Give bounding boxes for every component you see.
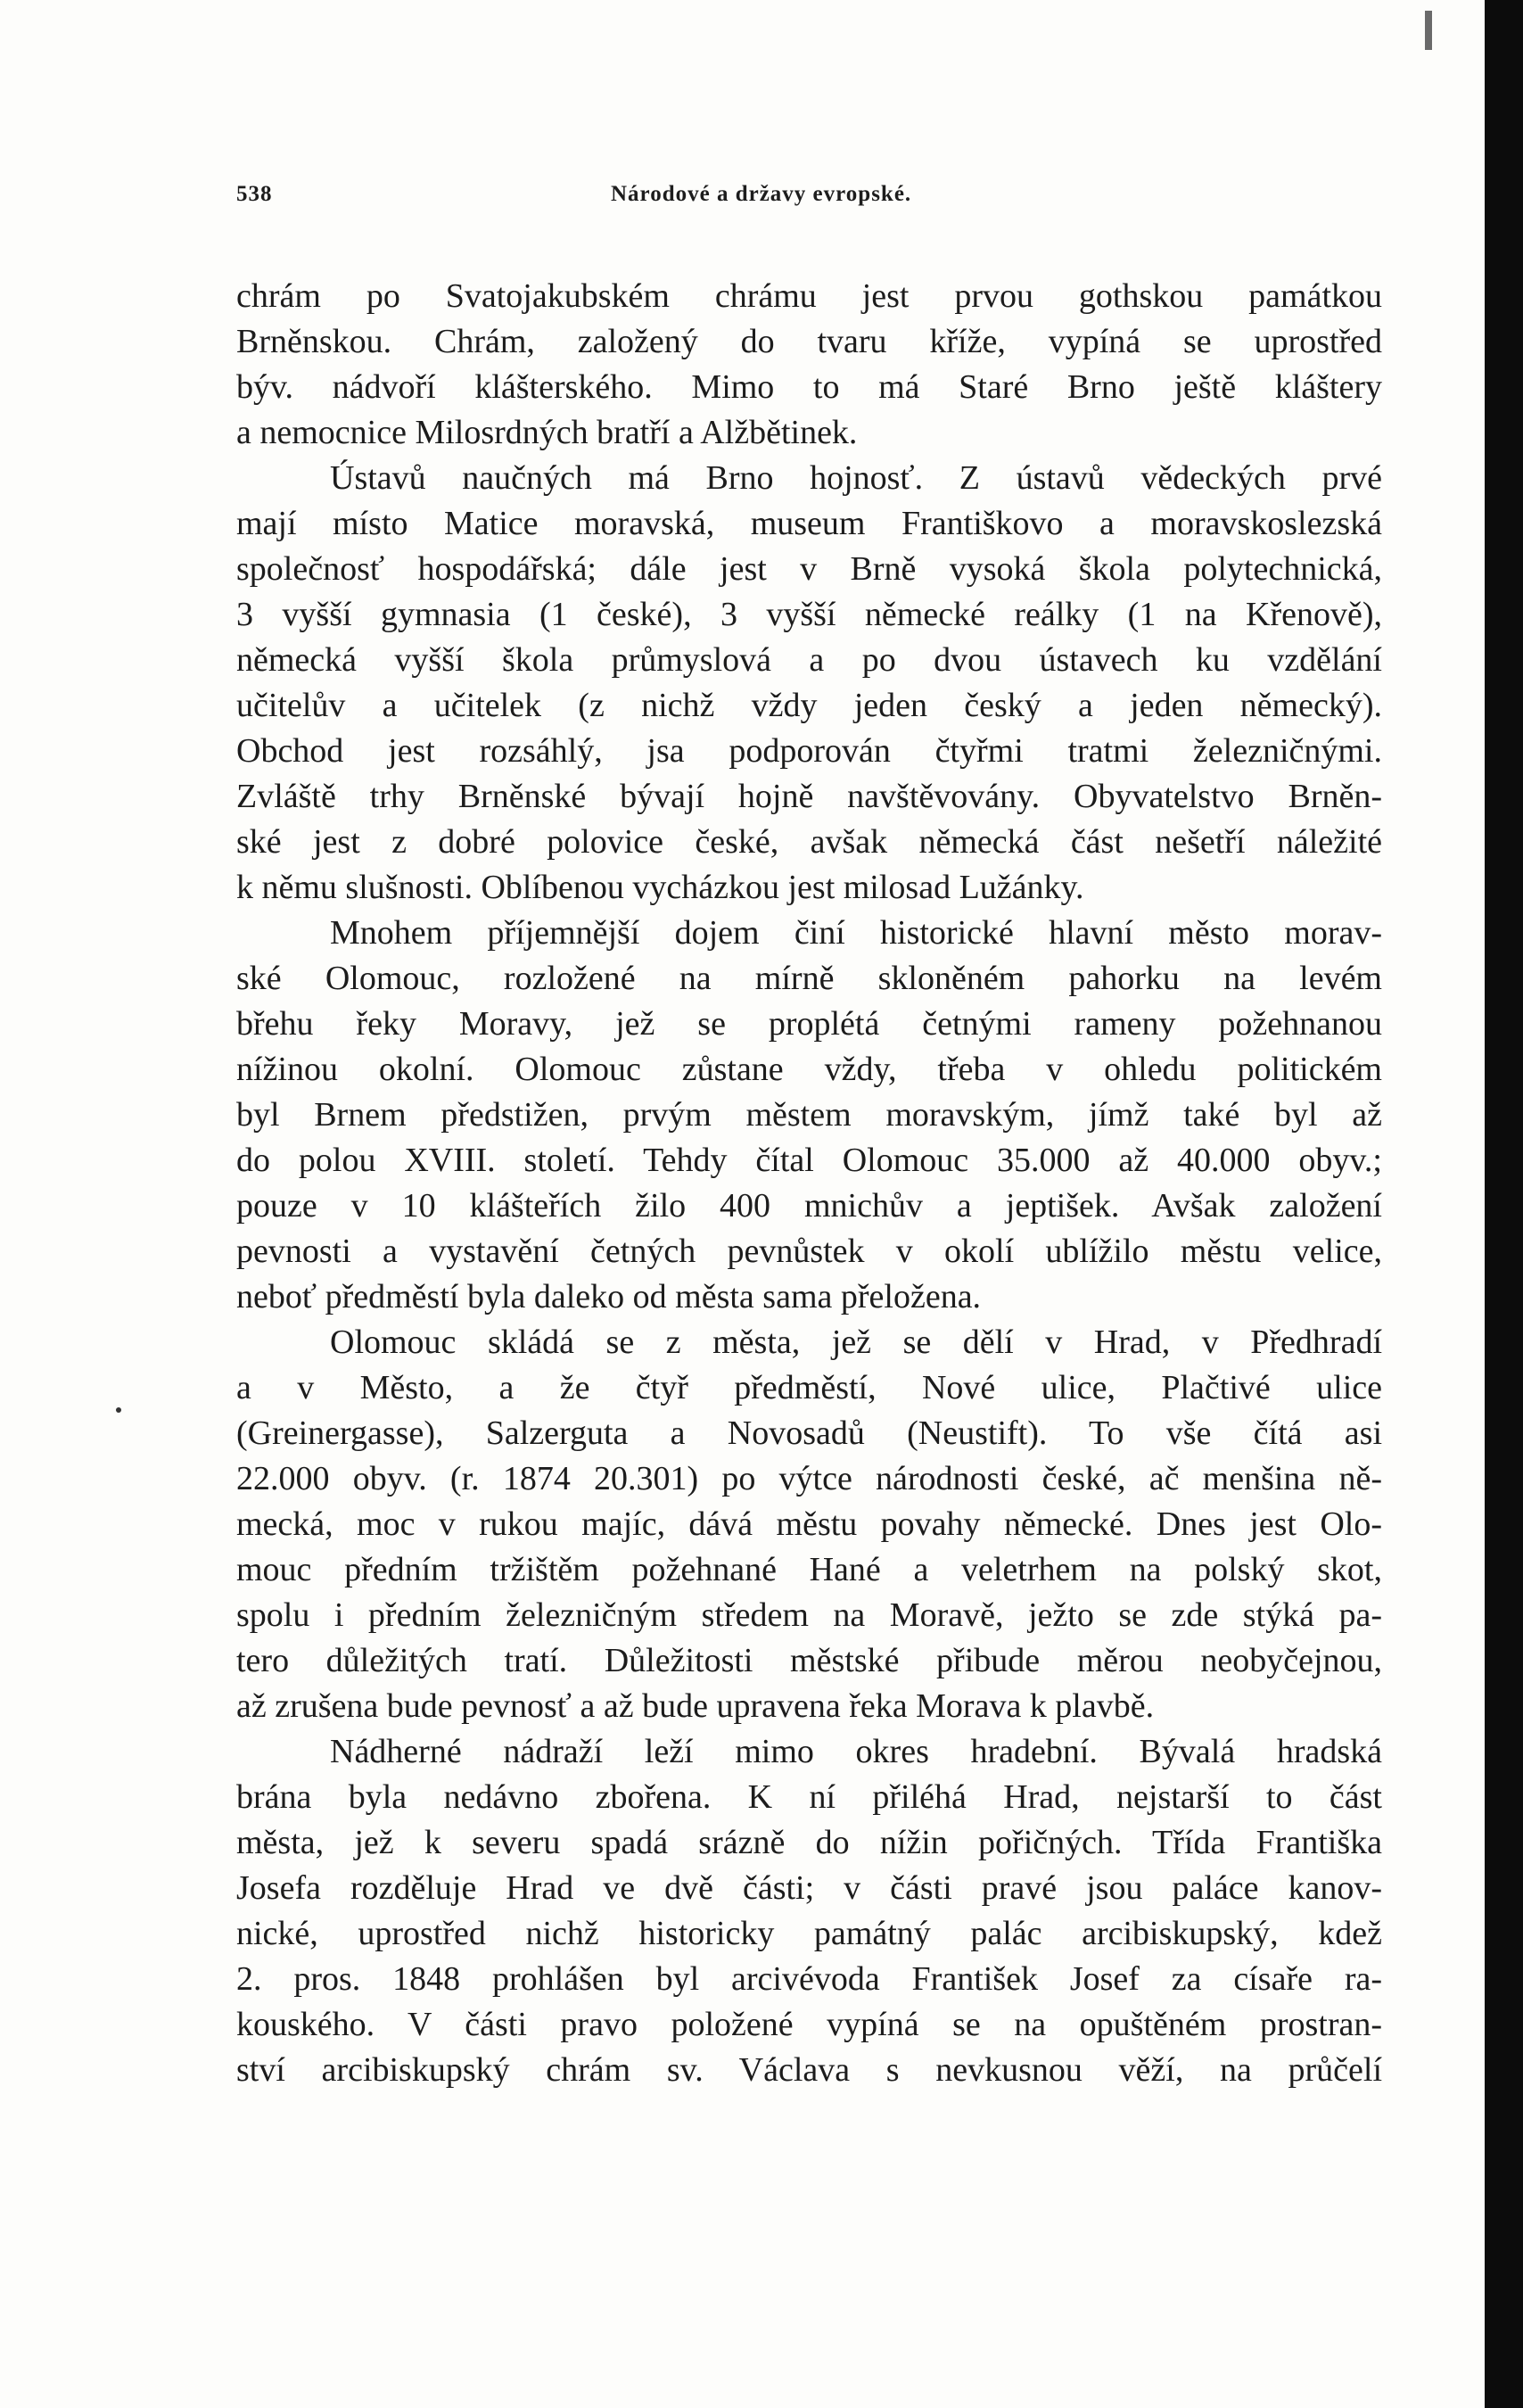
text-line: (Greinergasse), Salzerguta a Novosadů (Neustift). To vše čítá asi [236, 1414, 1382, 1452]
text-line: Olomouc skládá se z města, jež se dělí v Hrad, v Předhradí [330, 1324, 1382, 1361]
text-line: brána byla nedávno zbořena. K ní přiléhá Hrad, nejstarší to část [236, 1778, 1382, 1816]
text-line: 22.000 obyv. (r. 1874 20.301) po výtce národnosti české, ač menšina ně- [236, 1460, 1382, 1497]
text-line: Ústavů naučných má Brno hojnosť. Z ústavů vědeckých prvé [330, 459, 1382, 497]
paragraph-3 [236, 911, 1382, 1320]
text-line: chrám po Svatojakubském chrámu jest prvou gothskou památkou [236, 277, 1382, 315]
text-line: Nádherné nádraží leží mimo okres hradební. Bývalá hradská [330, 1733, 1382, 1770]
text-line: Zvláště trhy Brněnské bývají hojně navštěvovány. Obyvatelstvo Brněn- [236, 778, 1382, 815]
text-line: tero důležitých tratí. Důležitosti městské přibude měrou neobyčejnou, [236, 1642, 1382, 1679]
running-head: Národové a državy evropské. [611, 182, 912, 206]
text-line: a nemocnice Milosrdných bratří a Alžbětinek. [236, 414, 858, 451]
text-line: ské Olomouc, rozložené na mírně skloněném pahorku na levém [236, 960, 1382, 997]
text-line: pouze v 10 klášteřích žilo 400 mnichův a jeptišek. Avšak založení [236, 1187, 1382, 1225]
text-line: Mnohem příjemnější dojem činí historické hlavní město morav- [330, 914, 1382, 952]
text-line: a v Město, a že čtyř předměstí, Nové ulice, Plačtivé ulice [236, 1369, 1382, 1406]
text-line: pevnosti a vystavění četných pevnůstek v okolí ublížilo městu velice, [236, 1233, 1382, 1270]
margin-speck [116, 1407, 121, 1413]
text-line: spolu i předním železničným středem na Moravě, ježto se zde stýká pa- [236, 1596, 1382, 1634]
text-line: mají místo Matice moravská, museum Františkovo a moravskoslezská [236, 505, 1382, 542]
text-line: nížinou okolní. Olomouc zůstane vždy, třeba v ohledu politickém [236, 1051, 1382, 1088]
text-line: 2. pros. 1848 prohlášen byl arcivévoda František Josef za císaře ra- [236, 1960, 1382, 1998]
paragraph-2 [236, 456, 1382, 911]
text-line: Obchod jest rozsáhlý, jsa podporován čtyřmi tratmi železničnými. [236, 732, 1382, 770]
text-line: německá vyšší škola průmyslová a po dvou ústavech ku vzdělání [236, 641, 1382, 679]
text-line: Brněnskou. Chrám, založený do tvaru kříže, vypíná se uprostřed [236, 323, 1382, 360]
text-line: byl Brnem předstižen, prvým městem moravským, jímž také byl až [236, 1096, 1382, 1134]
paragraph-4 [236, 1320, 1382, 1729]
text-line: kouského. V části pravo položené vypíná se na opuštěném prostran- [236, 2006, 1382, 2043]
text-line: ství arcibiskupský chrám sv. Václava s nevkusnou věží, na průčelí [236, 2051, 1382, 2089]
text-line: do polou XVIII. století. Tehdy čítal Olomouc 35.000 až 40.000 obyv.; [236, 1142, 1382, 1179]
text-line: mouc předním tržištěm požehnané Hané a veletrhem na polský skot, [236, 1551, 1382, 1588]
text-line: neboť předměstí byla daleko od města sama přeložena. [236, 1278, 982, 1315]
text-line: města, jež k severu spadá srázně do nížin pořičných. Třída Františka [236, 1824, 1382, 1861]
text-line: ské jest z dobré polovice české, avšak německá část nešetří náležité [236, 823, 1382, 861]
text-line: k němu slušnosti. Oblíbenou vycházkou jest milosad Lužánky. [236, 869, 1084, 906]
text-line: 3 vyšší gymnasia (1 české), 3 vyšší německé reálky (1 na Křenově), [236, 596, 1382, 633]
text-line: břehu řeky Moravy, jež se proplétá četnými rameny požehnanou [236, 1005, 1382, 1043]
page-number: 538 [236, 182, 273, 206]
paragraph-5 [236, 1729, 1382, 2093]
text-line: učitelův a učitelek (z nichž vždy jeden český a jeden německý). [236, 687, 1382, 724]
body-text [236, 274, 1382, 2093]
text-line: nické, uprostřed nichž historicky památný palác arcibiskupský, kdež [236, 1915, 1382, 1952]
text-line: mecká, moc v rukou majíc, dává městu povahy německé. Dnes jest Olo- [236, 1505, 1382, 1543]
page-edge-mark [1425, 11, 1432, 50]
text-line: až zrušena bude pevnosť a až bude upravena řeka Morava k plavbě. [236, 1687, 1155, 1725]
scan-border [1485, 0, 1523, 2408]
paragraph-1 [236, 274, 1382, 456]
text-line: býv. nádvoří klášterského. Mimo to má Staré Brno ještě kláštery [236, 368, 1382, 406]
page-header [236, 182, 1021, 218]
text-line: společnosť hospodářská; dále jest v Brně vysoká škola polytechnická, [236, 550, 1382, 588]
text-line: Josefa rozděluje Hrad ve dvě části; v části pravé jsou paláce kanov- [236, 1869, 1382, 1907]
